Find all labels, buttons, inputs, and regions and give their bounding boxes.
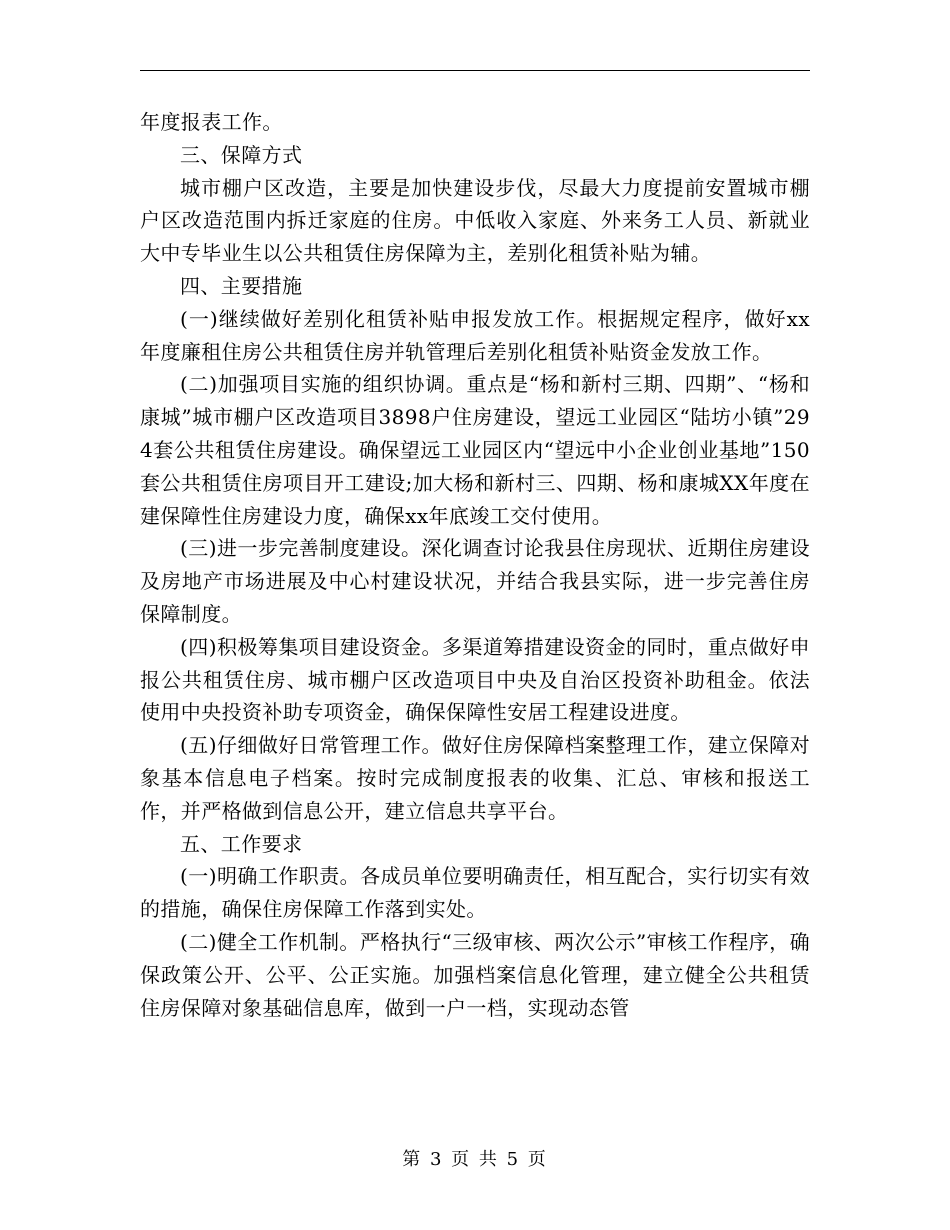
paragraph-3: (一)继续做好差别化租赁补贴申报发放工作。根据规定程序，做好xx年度廉租住房公共租赁住房并轨管理后差别化租赁补贴资金发放工作。 bbox=[140, 306, 810, 364]
document-body bbox=[140, 106, 810, 1024]
paragraph-8: (一)明确工作职责。各成员单位要明确责任，相互配合，实行切实有效的措施，确保住房保障工作落到实处。 bbox=[140, 864, 810, 922]
section-heading-4: 四、主要措施 bbox=[180, 273, 303, 298]
header-rule bbox=[140, 70, 810, 71]
section-heading-3: 三、保障方式 bbox=[180, 142, 303, 167]
paragraph-5: (三)进一步完善制度建设。深化调查讨论我县住房现状、近期住房建设及房地产市场进展及中心村建设状况，并结合我县实际，进一步完善住房保障制度。 bbox=[140, 536, 810, 626]
paragraph-1: 年度报表工作。 bbox=[140, 110, 283, 134]
paragraph-7: (五)仔细做好日常管理工作。做好住房保障档案整理工作，建立保障对象基本信息电子档案。按时完成制度报表的收集、汇总、审核和报送工作，并严格做到信息公开，建立信息共享平台。 bbox=[140, 733, 810, 823]
paragraph-4: (二)加强项目实施的组织协调。重点是“杨和新村三期、四期”、“杨和康城”城市棚户区改造项目3898户住房建设，望远工业园区“陆坊小镇”294套公共租赁住房建设。确保望远工业园区内“望远中小企业创业基地”150套公共租赁住房项目开工建设;加大杨和新村三、四期、杨和康城XX年度在建保障性住房建设力度，确保xx年底竣工交付使用。 bbox=[140, 372, 810, 528]
page-number: 第 3 页 共 5 页 bbox=[402, 1149, 548, 1170]
paragraph-2: 城市棚户区改造，主要是加快建设步伐，尽最大力度提前安置城市棚户区改造范围内拆迁家庭的住房。中低收入家庭、外来务工人员、新就业大中专毕业生以公共租赁住房保障为主，差别化租赁补贴为辅。 bbox=[140, 175, 810, 266]
section-heading-5: 五、工作要求 bbox=[180, 831, 303, 856]
paragraph-9: (二)健全工作机制。严格执行“三级审核、两次公示”审核工作程序，确保政策公开、公平、公正实施。加强档案信息化管理，建立健全公共租赁住房保障对象基础信息库，做到一户一档，实现动态管 bbox=[140, 929, 810, 1020]
paragraph-6: (四)积极筹集项目建设资金。多渠道筹措建设资金的同时，重点做好申报公共租赁住房、城市棚户区改造项目中央及自治区投资补助租金。依法使用中央投资补助专项资金，确保保障性安居工程建设进度。 bbox=[140, 634, 810, 725]
